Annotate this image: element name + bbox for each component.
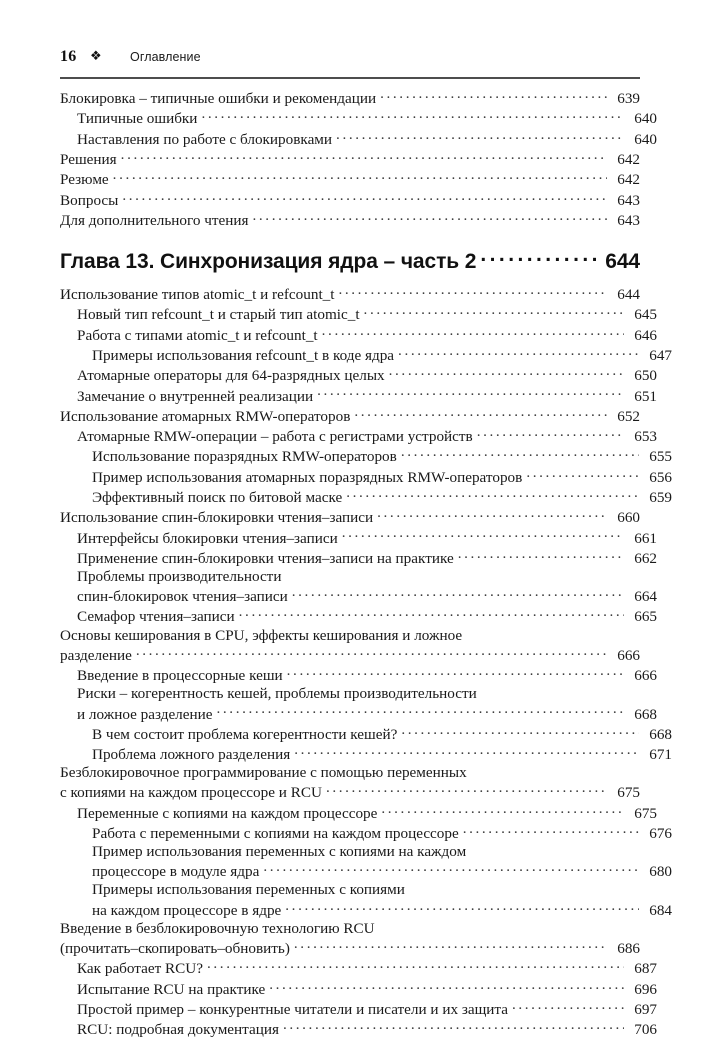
toc-entry-label: Проблема ложного разделения xyxy=(92,746,291,764)
toc-entry[interactable] xyxy=(92,487,672,507)
toc-entry-label: Применение спин-блокировки чтения–записи на практике xyxy=(77,549,454,567)
toc-entry-page-number: 655 xyxy=(649,448,672,466)
toc-entry[interactable] xyxy=(60,169,640,189)
toc-dot-leader xyxy=(121,149,607,164)
chapter-dot-leader xyxy=(480,247,602,268)
toc-entry-page-number: 668 xyxy=(649,725,672,743)
page-folio-number: 16 xyxy=(60,48,77,65)
toc-entry[interactable] xyxy=(60,189,640,209)
chapter-heading-label: Глава 13. Синхронизация ядра – часть 2 xyxy=(60,249,477,273)
toc-dot-leader xyxy=(136,645,607,660)
toc-entry-page-number: 643 xyxy=(617,191,640,209)
toc-entry-label: Типичные ошибки xyxy=(77,110,198,128)
toc-entry[interactable] xyxy=(92,724,672,744)
toc-dot-leader xyxy=(364,304,624,319)
toc-entry-page-number: 640 xyxy=(634,130,657,148)
toc-entry-label: Работа с переменными с копиями на каждом процессоре xyxy=(92,825,459,842)
toc-entry[interactable] xyxy=(60,764,640,782)
toc-entry-label: Простой пример – конкурентные читатели и писатели и их защита xyxy=(77,1000,508,1018)
toc-entry[interactable] xyxy=(77,979,657,999)
toc-entry-page-number: 640 xyxy=(634,110,657,128)
toc-dot-leader xyxy=(463,823,639,838)
toc-dot-leader xyxy=(398,345,639,360)
toc-entry[interactable] xyxy=(77,548,657,568)
toc-entry-label: Риски – когерентность кешей, проблемы производительности xyxy=(77,685,477,703)
toc-entry-label: Испытание RCU на практике xyxy=(77,980,266,998)
toc-dot-leader xyxy=(122,189,607,204)
toc-entry[interactable] xyxy=(77,1019,657,1039)
toc-entry-page-number: 666 xyxy=(617,646,640,664)
toc-entry-page-number: 687 xyxy=(634,960,657,978)
toc-dot-leader xyxy=(283,1019,624,1034)
toc-section-chapter-13 xyxy=(60,284,672,1039)
toc-dot-leader xyxy=(336,129,624,144)
toc-entry[interactable] xyxy=(77,606,657,626)
toc-entry-label: В чем состоит проблема когерентности кешей? xyxy=(92,725,398,743)
toc-dot-leader xyxy=(294,744,639,759)
header-divider-rule xyxy=(60,77,640,79)
toc-dot-leader xyxy=(322,325,624,340)
toc-dot-leader xyxy=(526,467,639,482)
toc-entry-label: Замечание о внутренней реализации xyxy=(77,387,314,405)
toc-entry[interactable] xyxy=(60,284,640,304)
toc-entry-page-number: 706 xyxy=(634,1021,657,1039)
toc-entry-page-number: 642 xyxy=(617,151,640,169)
toc-entry[interactable] xyxy=(92,843,672,861)
toc-entry-label: Наставления по работе с блокировками xyxy=(77,130,333,148)
toc-entry[interactable] xyxy=(92,467,672,487)
toc-entry-label: Работа с типами atomic_t и refcount_t xyxy=(77,326,318,344)
toc-dot-leader xyxy=(207,958,624,973)
toc-entry-page-number: 664 xyxy=(634,588,657,606)
toc-dot-leader xyxy=(342,527,624,542)
toc-entry-page-number: 660 xyxy=(617,509,640,527)
toc-entry[interactable] xyxy=(77,568,657,586)
toc-entry-label: Как работает RCU? xyxy=(77,960,204,978)
toc-entry-label: Блокировка – типичные ошибки и рекомендации xyxy=(60,90,377,108)
toc-entry[interactable] xyxy=(92,823,672,843)
toc-entry[interactable] xyxy=(77,703,657,723)
toc-entry-label: Интерфейсы блокировки чтения–записи xyxy=(77,529,338,547)
toc-entry-page-number: 662 xyxy=(634,549,657,567)
toc-entry[interactable] xyxy=(92,861,672,881)
toc-dot-leader xyxy=(201,108,624,123)
toc-entry-label: Для дополнительного чтения xyxy=(60,211,249,229)
toc-entry[interactable] xyxy=(60,507,640,527)
toc-entry[interactable] xyxy=(77,304,657,324)
toc-entry-page-number: 646 xyxy=(634,326,657,344)
toc-entry-label: процессоре в модуле ядра xyxy=(92,863,260,881)
toc-entry-label: Вопросы xyxy=(60,191,119,209)
toc-entry-label: Решения xyxy=(60,151,117,169)
toc-entry[interactable] xyxy=(77,999,657,1019)
toc-entry-label: на каждом процессоре в ядре xyxy=(92,901,282,919)
toc-entry[interactable] xyxy=(77,665,657,685)
toc-entry-label: Безблокировочное программирование с помощью переменных xyxy=(60,764,467,782)
toc-dot-leader xyxy=(253,210,607,225)
toc-entry-page-number: 656 xyxy=(649,468,672,486)
toc-entry-label: Пример использования переменных с копиями на каждом xyxy=(92,843,467,861)
chapter-heading-entry[interactable] xyxy=(60,247,640,275)
toc-entry-label: спин-блокировок чтения–записи xyxy=(77,588,288,606)
toc-entry[interactable] xyxy=(60,210,640,230)
toc-entry-label: RCU: подробная документация xyxy=(77,1021,279,1039)
toc-entry-page-number: 684 xyxy=(649,901,672,919)
toc-entry-page-number: 668 xyxy=(634,705,657,723)
table-of-contents xyxy=(60,88,672,1039)
toc-entry-label: Введение в безблокировочную технологию RCU xyxy=(60,919,375,937)
toc-entry-page-number: 644 xyxy=(617,286,640,304)
toc-entry-label: Основы кеширования в CPU, эффекты кеширования и ложное xyxy=(60,626,463,644)
toc-entry[interactable] xyxy=(77,803,657,823)
toc-entry-page-number: 645 xyxy=(634,306,657,324)
toc-entry[interactable] xyxy=(60,920,640,938)
toc-entry-page-number: 659 xyxy=(649,488,672,506)
toc-dot-leader xyxy=(317,385,624,400)
toc-entry-page-number: 650 xyxy=(634,367,657,385)
toc-entry-label: Использование поразрядных RMW-операторов xyxy=(92,448,397,466)
running-head-title: Оглавление xyxy=(130,50,201,64)
running-head xyxy=(60,48,640,70)
toc-entry[interactable] xyxy=(60,782,640,802)
toc-dot-leader xyxy=(346,487,639,502)
toc-dot-leader xyxy=(401,446,639,461)
toc-entry-label: и ложное разделение xyxy=(77,705,213,723)
toc-entry-page-number: 665 xyxy=(634,608,657,626)
toc-entry-label: Резюме xyxy=(60,171,109,189)
toc-dot-leader xyxy=(389,365,624,380)
toc-dot-leader xyxy=(263,861,639,876)
toc-entry[interactable] xyxy=(77,527,657,547)
toc-entry-label: (прочитать–скопировать–обновить) xyxy=(60,940,290,958)
toc-entry-label: Пример использования атомарных поразрядных RMW-операторов xyxy=(92,468,523,486)
toc-dot-leader xyxy=(477,426,624,441)
toc-entry[interactable] xyxy=(60,645,640,665)
toc-entry[interactable] xyxy=(77,108,657,128)
toc-entry-label: Примеры использования переменных с копиями xyxy=(92,881,405,899)
toc-entry-label: Примеры использования refcount_t в коде ядра xyxy=(92,347,395,364)
toc-entry[interactable] xyxy=(77,426,657,446)
toc-entry[interactable] xyxy=(92,881,672,899)
toc-dot-leader xyxy=(217,703,624,718)
toc-dot-leader xyxy=(269,979,624,994)
toc-entry[interactable] xyxy=(77,586,657,606)
toc-entry-page-number: 652 xyxy=(617,407,640,425)
toc-entry-page-number: 661 xyxy=(634,529,657,547)
toc-entry[interactable] xyxy=(92,345,672,365)
toc-entry-label: Использование спин-блокировки чтения–записи xyxy=(60,509,374,527)
toc-entry-page-number: 653 xyxy=(634,428,657,446)
toc-entry-label: Использование типов atomic_t и refcount_t xyxy=(60,286,335,304)
toc-entry[interactable] xyxy=(60,88,640,108)
toc-entry[interactable] xyxy=(92,446,672,466)
toc-entry[interactable] xyxy=(77,129,657,149)
toc-entry-label: Использование атомарных RMW-операторов xyxy=(60,407,351,425)
toc-entry-label: разделение xyxy=(60,646,132,664)
toc-entry[interactable] xyxy=(77,365,657,385)
toc-entry-page-number: 675 xyxy=(617,784,640,802)
toc-dot-leader xyxy=(381,803,624,818)
toc-entry-page-number: 639 xyxy=(617,90,640,108)
toc-dot-leader xyxy=(292,586,624,601)
toc-entry-page-number: 666 xyxy=(634,667,657,685)
toc-entry-label: Атомарные RMW-операции – работа с регистрами устройств xyxy=(77,428,473,446)
toc-section-before-chapter xyxy=(60,88,657,230)
toc-entry-page-number: 643 xyxy=(617,211,640,229)
toc-entry[interactable] xyxy=(77,325,657,345)
toc-dot-leader xyxy=(458,548,624,563)
toc-dot-leader xyxy=(512,999,624,1014)
toc-entry-label: Семафор чтения–записи xyxy=(77,608,235,626)
toc-dot-leader xyxy=(401,724,639,739)
toc-dot-leader xyxy=(287,665,624,680)
toc-dot-leader xyxy=(285,900,639,915)
toc-dot-leader xyxy=(377,507,607,522)
toc-entry-label: Переменные с копиями на каждом процессоре xyxy=(77,804,378,822)
toc-entry[interactable] xyxy=(77,685,657,703)
toc-entry[interactable] xyxy=(77,385,657,405)
toc-entry-page-number: 642 xyxy=(617,171,640,189)
chapter-page-number: 644 xyxy=(605,249,640,273)
toc-entry-page-number: 697 xyxy=(634,1000,657,1018)
toc-dot-leader xyxy=(326,782,607,797)
toc-entry[interactable] xyxy=(92,744,672,764)
toc-entry-label: Проблемы производительности xyxy=(77,567,282,585)
toc-dot-leader xyxy=(354,406,607,421)
toc-entry-page-number: 671 xyxy=(649,746,672,764)
toc-dot-leader xyxy=(338,284,607,299)
toc-entry-page-number: 651 xyxy=(634,387,657,405)
toc-dot-leader xyxy=(239,606,624,621)
toc-dot-leader xyxy=(380,88,607,103)
toc-entry-page-number: 676 xyxy=(649,825,672,842)
toc-dot-leader xyxy=(294,938,607,953)
toc-entry[interactable] xyxy=(92,900,672,920)
toc-entry-page-number: 696 xyxy=(634,980,657,998)
diamond-ornament-icon: ❖ xyxy=(90,49,102,64)
toc-entry-label: Новый тип refcount_t и старый тип atomic_t xyxy=(77,306,360,324)
toc-entry-page-number: 686 xyxy=(617,940,640,958)
toc-entry-label: с копиями на каждом процессоре и RCU xyxy=(60,784,322,802)
toc-entry[interactable] xyxy=(77,958,657,978)
toc-entry[interactable] xyxy=(60,149,640,169)
toc-entry-label: Эффективный поиск по битовой маске xyxy=(92,488,343,506)
toc-entry[interactable] xyxy=(60,938,640,958)
toc-entry-page-number: 680 xyxy=(649,863,672,881)
toc-entry[interactable] xyxy=(60,627,640,645)
toc-entry-label: Атомарные операторы для 64-разрядных целых xyxy=(77,367,385,385)
toc-entry[interactable] xyxy=(60,406,640,426)
toc-dot-leader xyxy=(113,169,607,184)
toc-entry-label: Введение в процессорные кеши xyxy=(77,667,283,685)
toc-entry-page-number: 647 xyxy=(649,347,672,364)
toc-entry-page-number: 675 xyxy=(634,804,657,822)
